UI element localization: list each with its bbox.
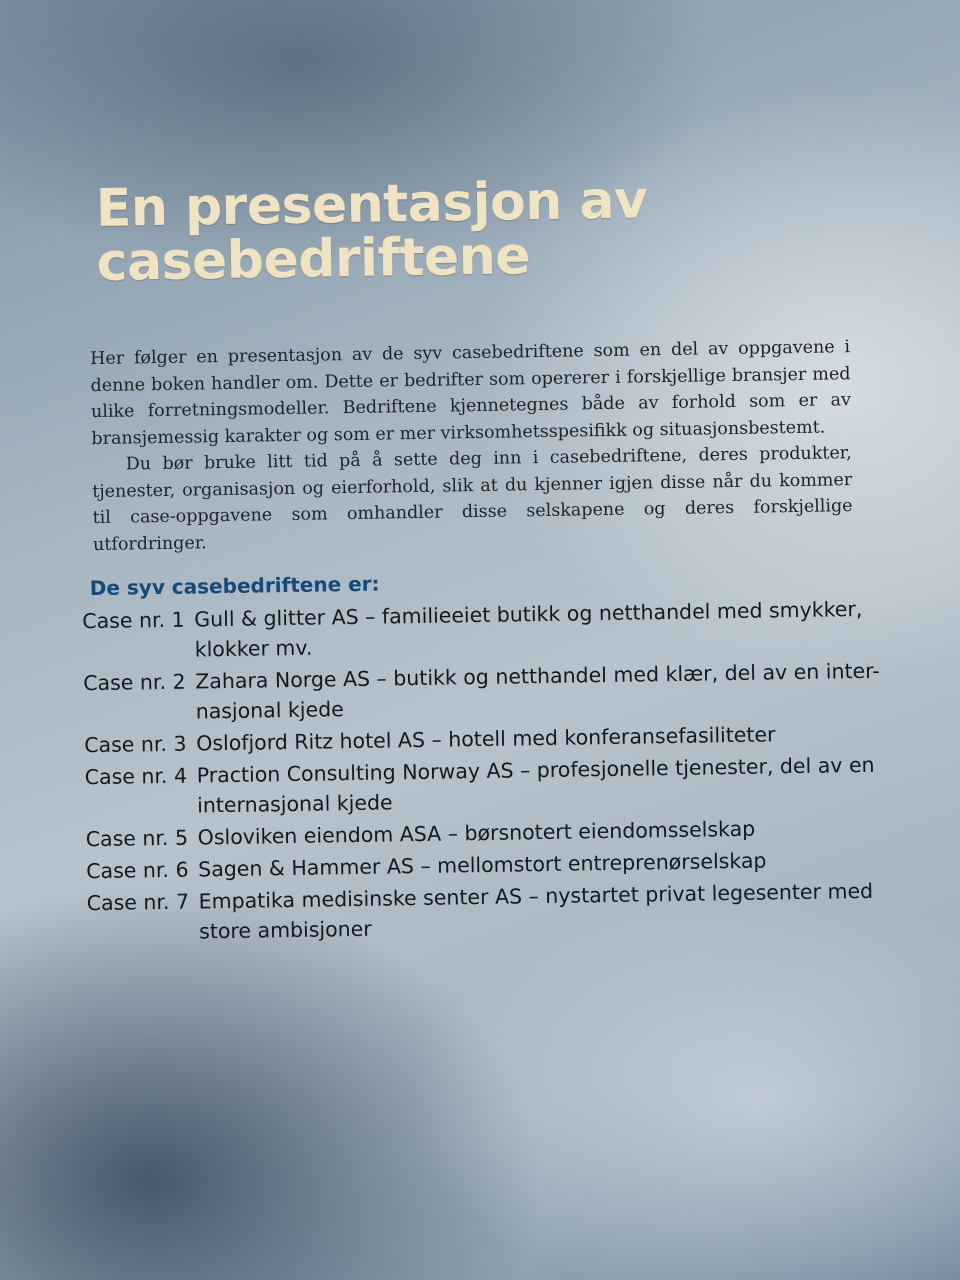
case-item-7 (86, 875, 907, 948)
intro-paragraph-1: Her følger en presentasjon av de syv casebedriftene som en del av oppgavene i denne boken handler om. Dette er bedrifter som opererer i forskjellige bransjer med ulike forretningsmodeller. Bedriftene kjennetegnes både av forhold som er av bransjemessig karakter og som er mer virksomhetsspesifikk og situasjonsbestemt. (90, 337, 852, 449)
case-description: Oslofjord Ritz hotel AS – hotell med konferansefasiliteter (196, 722, 776, 756)
case-description: Gull & glitter AS – familieeiet butikk og netthandel med smykker, klokker mv. (194, 596, 863, 662)
case-label: Case nr. 4 (84, 763, 188, 790)
case-description: Zahara Norge AS – butikk og netthandel med klær, del av en inter-nasjonal kjede (195, 658, 880, 724)
case-description: Sagen & Hammer AS – mellomstort entreprenørselskap (198, 848, 767, 882)
cases-heading: De syv casebedriftene er: (89, 571, 380, 601)
case-description: Empatika medisinske senter AS – nystartet privat legesenter med store ambisjoner (198, 878, 874, 944)
case-label: Case nr. 3 (84, 731, 187, 758)
intro-paragraph-2: Du bør bruke litt tid på å sette deg inn i casebedriftene, deres produkter, tjenester, organisasjon og eierforhold, slik at du kjenner igjen disse når du kommer til case-oppgavene som omhandler disse selskapene og deres forskjellige utfordringer. (92, 443, 853, 555)
case-item-1 (82, 593, 903, 666)
case-item-2 (83, 655, 904, 728)
case-label: Case nr. 6 (86, 857, 189, 884)
case-item-4 (84, 749, 905, 822)
case-description: Osloviken eiendom ASA – børsnotert eiendomsselskap (197, 816, 756, 850)
case-label: Case nr. 1 (82, 607, 185, 634)
case-label: Case nr. 2 (83, 669, 186, 696)
case-label: Case nr. 7 (86, 889, 190, 916)
case-list (82, 593, 907, 950)
page-title: En presentasjon av casebedriftene (95, 170, 648, 293)
case-description: Praction Consulting Norway AS – profesjonelle tjenester, del av en internasjonal kjede (196, 752, 875, 818)
intro-text (90, 334, 853, 558)
case-label: Case nr. 5 (85, 825, 189, 852)
